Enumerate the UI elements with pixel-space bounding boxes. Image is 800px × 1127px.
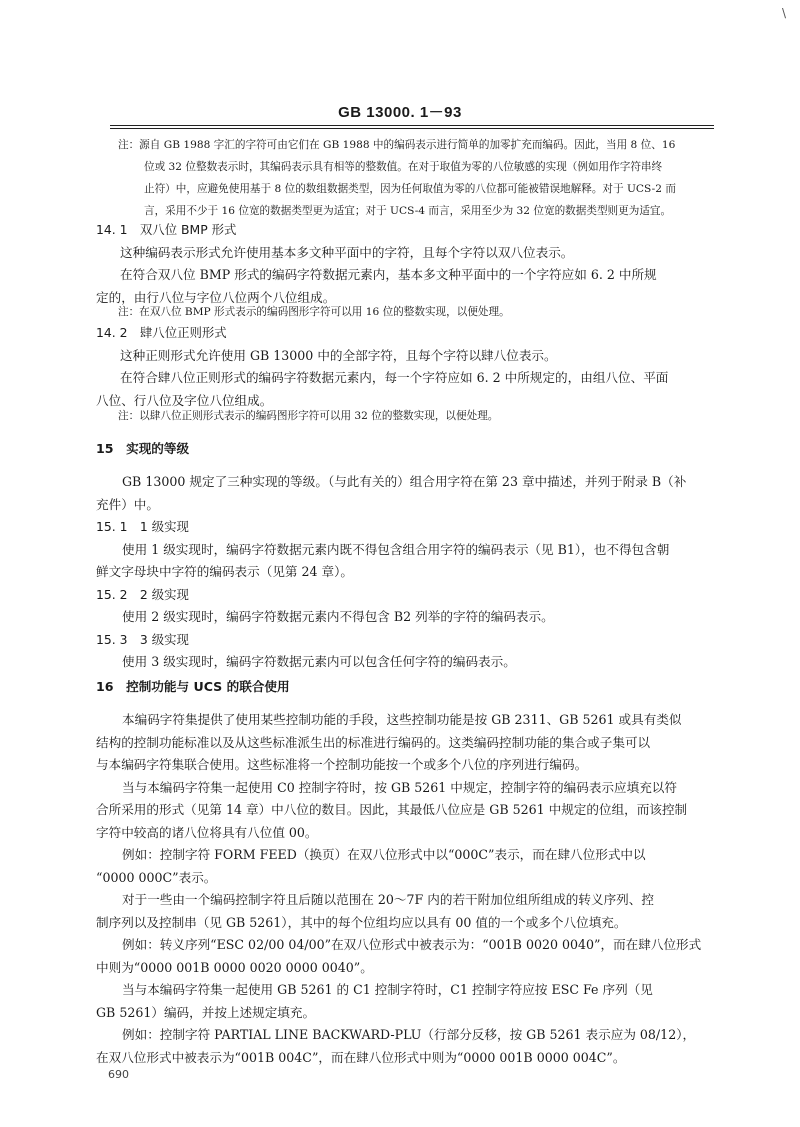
paragraph: 中则为“0000 001B 0000 0020 0000 0040”。 <box>96 959 373 975</box>
note-line: 注：源自 GB 1988 字汇的字符可由它们在 GB 1988 中的编码表示进行简单的加零扩充而编码。因此，当用 8 位、16 <box>118 139 676 151</box>
paragraph: GB 13000 规定了三种实现的等级。（与此有关的）组合用字符在第 23 章中描述，并列于附录 B（补 <box>122 474 687 489</box>
paragraph: 与本编码字符集联合使用。这些标准将一个控制功能按一个或多个八位的序列进行编码。 <box>96 757 588 772</box>
paragraph: 在符合肆八位正则形式的编码字符数据元素内，每一个字符应如 6. 2 中所规定的，由组八位、平面 <box>120 370 669 385</box>
paragraph: 结构的控制功能标准以及从这些标准派生出的标准进行编码的。这类编码控制功能的集合或子集可以 <box>96 734 651 750</box>
paragraph: 这种编码表示形式允许使用基本多文种平面中的字符，且每个字符以双八位表示。 <box>120 244 574 260</box>
header-rule <box>110 125 714 126</box>
section-heading: 15 实现的等级 <box>96 441 190 456</box>
paragraph: GB 5261）编码，并按上述规定填充。 <box>96 1004 316 1020</box>
paragraph: “0000 000C”表示。 <box>96 869 217 885</box>
paragraph: 例如：控制字符 FORM FEED（换页）在双八位形式中以“000C”表示，而在肆八位形式中以 <box>122 847 646 862</box>
page-header: GB 13000. 1－93 <box>338 104 462 121</box>
paragraph: 使用 1 级实现时，编码字符数据元素内既不得包含组合用字符的编码表示（见 B1），也不得包含朝 <box>122 541 670 557</box>
paragraph: 使用 3 级实现时，编码字符数据元素内可以包含任何字符的编码表示。 <box>122 654 516 669</box>
section-heading: 14. 1 双八位 BMP 形式 <box>96 222 237 237</box>
page-number: 690 <box>108 1068 129 1081</box>
section-15 <box>96 438 719 461</box>
section-14-1 <box>96 219 719 309</box>
paragraph: 鲜文字母块中字符的编码表示（见第 24 章）。 <box>96 564 354 579</box>
paragraph: 在符合双八位 BMP 形式的编码字符数据元素内，基本多文种平面中的一个字符应如 6. 2 中所规 <box>120 267 657 282</box>
paragraph: 在双八位形式中被表示为“001B 004C”，而在肆八位形式中则为“0000 001B 0000 004C”。 <box>96 1049 626 1065</box>
note-line: 注：以肆八位正则形式表示的编码图形字符可以用 32 位的整数实现，以便处理。 <box>118 410 499 422</box>
paragraph: 字符中较高的诸八位将具有八位值 00。 <box>96 824 318 840</box>
note-line: 言，采用不少于 16 位宽的数据类型更为适宜；对于 UCS-4 而言，采用至少为 32 位宽的数据类型则更为适宜。 <box>144 205 672 217</box>
paragraph: 使用 2 级实现时，编码字符数据元素内不得包含 B2 列举的字符的编码表示。 <box>122 609 554 624</box>
section-14-2 <box>96 322 719 412</box>
section-16-body <box>96 709 719 1069</box>
note-14-1 <box>118 301 741 323</box>
section-heading: 15. 3 3 级实现 <box>96 631 189 647</box>
paragraph: 这种正则形式允许使用 GB 13000 中的全部字符，且每个字符以肆八位表示。 <box>120 347 557 363</box>
paragraph: 制序列以及控制串（见 GB 5261），其中的每个位组均应以具有 00 值的一个或多个八位填充。 <box>96 914 627 930</box>
section-heading: 15. 1 1 级实现 <box>96 519 189 534</box>
section-16 <box>96 676 719 699</box>
header-rule-double <box>110 128 714 129</box>
paragraph: 例如：转义序列“ESC 02/00 04/00”在双八位形式中被表示为：“001B 0020 0040”，而在肆八位形式 <box>122 937 702 952</box>
paragraph: 例如：控制字符 PARTIAL LINE BACKWARD-PLU（行部分反移，按 GB 5261 表示应为 08/12）， <box>122 1027 696 1042</box>
paragraph: 当与本编码字符集一起使用 C0 控制字符时，按 GB 5261 中规定，控制字符的编码表示应填充以符 <box>122 779 677 795</box>
note-line: 注：在双八位 BMP 形式表示的编码图形字符可以用 16 位的整数实现，以便处理。 <box>118 306 510 318</box>
paragraph: 对于一些由一个编码控制字符且后随以范围在 20～7F 内的若干附加位组所组成的转义序列、控 <box>122 892 654 907</box>
section-15-body <box>96 471 719 674</box>
paragraph: 充件）中。 <box>96 496 159 512</box>
note-line: 位或 32 位整数表示时，其编码表示具有相等的整数值。在对于取值为零的八位敏感的实现（例如用作字符串终 <box>144 161 663 173</box>
section-heading: 14. 2 肆八位正则形式 <box>96 325 227 340</box>
note-top <box>118 134 722 222</box>
section-heading: 15. 2 2 级实现 <box>96 586 189 602</box>
paragraph: 合所采用的形式（见第 14 章）中八位的数目。因此，其最低八位应是 GB 5261 中规定的位组，而该控制 <box>96 802 688 817</box>
note-line: 止符）中，应避免使用基于 8 位的数组数据类型，因为任何取值为零的八位都可能被错误地解释。对于 UCS-2 而 <box>144 183 676 195</box>
section-heading: 16 控制功能与 UCS 的联合使用 <box>96 679 290 694</box>
note-14-2 <box>118 405 741 427</box>
paragraph: 定的，由行八位与字位八位两个八位组成。 <box>96 289 336 305</box>
corner-mark: \ <box>781 6 786 20</box>
paragraph: 本编码字符集提供了使用某些控制功能的手段，这些控制功能是按 GB 2311、GB 5261 或具有类似 <box>122 712 682 727</box>
paragraph: 八位、行八位及字位八位组成。 <box>96 392 273 408</box>
paragraph: 当与本编码字符集一起使用 GB 5261 的 C1 控制字符时，C1 控制字符应按 ESC Fe 序列（见 <box>122 982 653 997</box>
